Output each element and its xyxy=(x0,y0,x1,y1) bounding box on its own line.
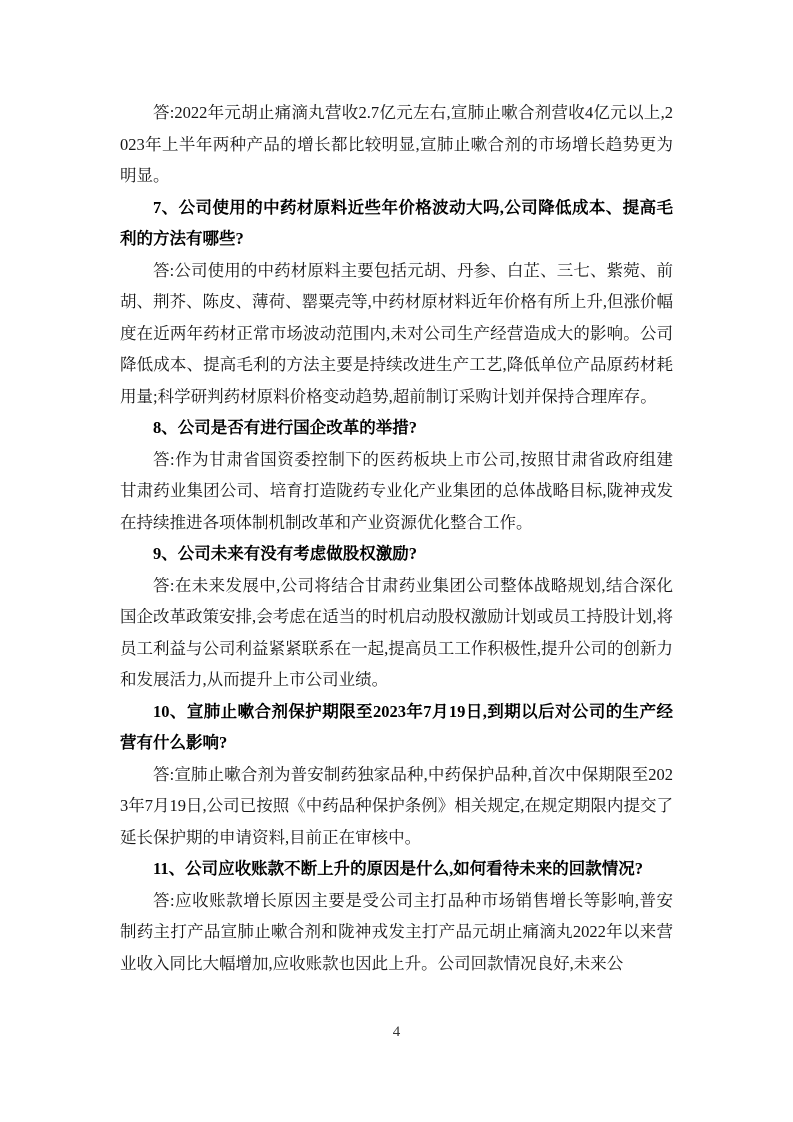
answer-paragraph-10: 答:宣肺止嗽合剂为普安制药独家品种,中药保护品种,首次中保期限至2023年7月19日,公司已按照《中药品种保护条例》相关规定,在规定期限内提交了延长保护期的申请资料,目前正在审核中。 xyxy=(120,764,673,847)
question-heading-10: 10、宣肺止嗽合剂保护期限至2023年7月19日,到期以后对公司的生产经营有什么影响? xyxy=(120,701,673,752)
answer-paragraph-9: 答:在未来发展中,公司将结合甘肃药业集团公司整体战略规划,结合深化国企改革政策安排,会考虑在适当的时机启动股权激励计划或员工持股计划,将员工利益与公司利益紧紧联系在一起,提高员工工作积极性,提升公司的创新力和发展活力,从而提升上市公司业绩。 xyxy=(120,575,673,689)
answer-paragraph-11: 答:应收账款增长原因主要是受公司主打品种市场销售增长等影响,普安制药主打产品宣肺止嗽合剂和陇神戎发主打产品元胡止痛滴丸2022年以来营业收入同比大幅增加,应收账款也因此上升。公司回款情况良好,未来公 xyxy=(120,890,673,973)
page-footer xyxy=(0,1022,793,1042)
document-body xyxy=(120,97,673,979)
page-number: 4 xyxy=(392,1024,401,1040)
question-heading-9: 9、公司未来有没有考虑做股权激励? xyxy=(153,544,417,563)
answer-paragraph-7: 答:公司使用的中药材原料主要包括元胡、丹参、白芷、三七、紫菀、前胡、荆芥、陈皮、薄荷、罂粟壳等,中药材原材料近年价格有所上升,但涨价幅度在近两年药材正常市场波动范围内,未对公司生产经营造成大的影响。公司降低成本、提高毛利的方法主要是持续改进生产工艺,降低单位产品原药材耗用量;科学研判药材原料价格变动趋势,超前制订采购计划并保持合理库存。 xyxy=(120,260,673,406)
answer-paragraph-8: 答:作为甘肃省国资委控制下的医药板块上市公司,按照甘肃省政府组建甘肃药业集团公司、培育打造陇药专业化产业集团的总体战略目标,陇神戎发在持续推进各项体制机制改革和产业资源优化整合工作。 xyxy=(120,449,673,532)
continued-answer-paragraph: 答:2022年元胡止痛滴丸营收2.7亿元左右,宣肺止嗽合剂营收4亿元以上,2023年上半年两种产品的增长都比较明显,宣肺止嗽合剂的市场增长趋势更为明显。 xyxy=(120,103,673,185)
question-heading-11: 11、公司应收账款不断上升的原因是什么,如何看待未来的回款情况? xyxy=(153,859,643,878)
question-heading-7: 7、公司使用的中药材原料近些年价格波动大吗,公司降低成本、提高毛利的方法有哪些? xyxy=(120,197,673,248)
question-heading-8: 8、公司是否有进行国企改革的举措? xyxy=(153,418,417,437)
